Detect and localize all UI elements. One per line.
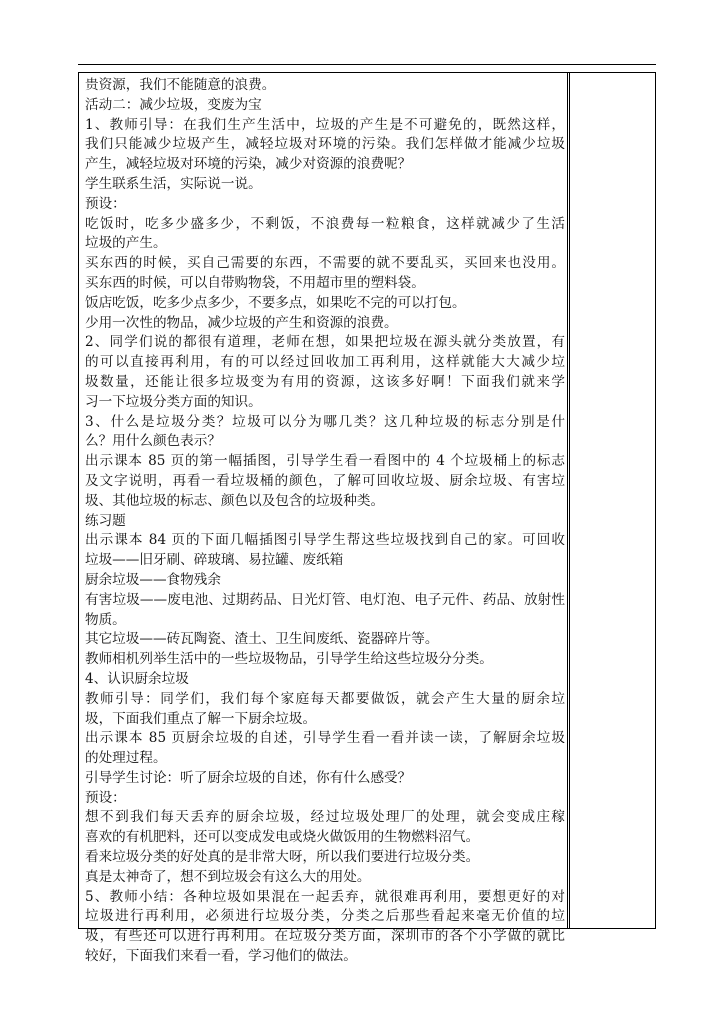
text-line: 产生，减轻垃圾对环境的污染，减少对资源的浪费呢？ [85,156,412,173]
text-line: 的可以直接再利用，有的可以经过回收加工再利用，这样就能大大减少垃 [85,354,565,371]
text-line: 的处理过程。 [85,750,167,767]
text-line: 买东西的时候，可以自带购物袋，不用超市里的塑料袋。 [85,274,425,291]
text-line: 1、教师引导：在我们生产生活中，垃圾的产生是不可避免的，既然这样， [85,116,565,133]
text-line: 引导学生讨论：听了厨余垃圾的自述，你有什么感受？ [85,769,412,786]
text-line: 贵资源，我们不能随意的浪费。 [85,77,276,93]
header-rule [78,64,656,65]
text-line: 出示课本 84 页的下面几幅插图引导学生帮这些垃圾找到自己的家。可回收 [85,532,565,549]
text-line: 练习题 [85,512,126,529]
text-line: 厨余垃圾——食物残余 [85,571,221,588]
text-line: 学生联系生活，实际说一说。 [85,175,262,192]
text-line: 圾数量，还能让很多垃圾变为有用的资源，这该多好啊！下面我们就来学 [85,373,565,390]
text-line: 真是太神奇了，想不到垃圾会有这么大的用处。 [85,868,371,885]
text-line: 圾，有些还可以进行再利用。在垃圾分类方面，深圳市的各个小学做的就比 [85,928,565,945]
lesson-table [78,72,656,965]
text-line: 出示课本 85 页厨余垃圾的自述，引导学生看一看并读一读，了解厨余垃圾 [85,730,565,747]
text-line: 5、教师小结：各种垃圾如果混在一起丢弃，就很难再利用，要想更好的对 [85,888,565,905]
text-line: 习一下垃圾分类方面的知识。 [85,393,262,410]
text-line: 看来垃圾分类的好处真的是非常大呀，所以我们要进行垃圾分类。 [85,849,480,866]
text-line: 饭店吃饭，吃多少点多少，不要多点，如果吃不完的可以打包。 [85,294,466,311]
text-line: 垃圾——旧牙刷、碎玻璃、易拉罐、废纸箱 [85,552,344,569]
text-line: 出示课本 85 页的第一幅插图，引导学生看一看图中的 4 个垃圾桶上的标志 [85,453,565,470]
text-line: 少用一次性的物品，减少垃圾的产生和资源的浪费。 [85,314,398,331]
text-line: 2、同学们说的都很有道理，老师在想，如果把垃圾在源头就分类放置，有 [85,334,565,351]
text-line: 教师引导：同学们，我们每个家庭每天都要做饭，就会产生大量的厨余垃 [85,690,565,707]
text-line: 我们只能减少垃圾产生，减轻垃圾对环境的污染。我们怎样做才能减少垃圾 [85,136,565,153]
text-line: 较好，下面我们来看一看，学习他们的做法。 [85,948,357,965]
text-line: 其它垃圾——砖瓦陶瓷、渣土、卫生间废纸、瓷器碎片等。 [85,631,439,648]
text-line: 垃圾的产生。 [85,235,167,252]
text-line: 物质。 [85,611,126,628]
text-line: 喜欢的有机肥料，还可以变成发电或烧火做饭用的生物燃料沼气。 [85,829,480,846]
text-line: 预设： [85,195,126,212]
column-divider [567,73,568,928]
text-line: 及文字说明，再看一看垃圾桶的颜色，了解可回收垃圾、厨余垃圾、有害垃 [85,472,565,489]
lesson-content [85,76,565,967]
text-line: 3、什么是垃圾分类？垃圾可以分为哪几类？这几种垃圾的标志分别是什 [85,413,565,430]
text-line: 有害垃圾——废电池、过期药品、日光灯管、电灯泡、电子元件、药品、放射性 [85,591,565,608]
text-line: 活动二：减少垃圾，变废为宝 [85,96,262,113]
text-line: 圾，下面我们重点了解一下厨余垃圾。 [85,710,317,727]
text-line: 买东西的时候，买自己需要的东西，不需要的就不要乱买，买回来也没用。 [85,255,565,272]
text-line: 吃饭时，吃多少盛多少，不剩饭，不浪费每一粒粮食，这样就减少了生活 [85,215,565,232]
notes-column [570,73,655,928]
text-line: 么？用什么颜色表示？ [85,433,221,450]
text-line: 圾、其他垃圾的标志、颜色以及包含的垃圾种类。 [85,492,385,509]
text-line: 预设： [85,789,126,806]
text-line: 教师相机列举生活中的一些垃圾物品，引导学生给这些垃圾分分类。 [85,651,493,668]
text-line: 4、认识厨余垃圾 [85,670,189,687]
text-line: 想不到我们每天丢弃的厨余垃圾，经过垃圾处理厂的处理，就会变成庄稼 [85,809,565,826]
text-line: 垃圾进行再利用，必须进行垃圾分类，分类之后那些看起来毫无价值的垃 [85,908,565,925]
